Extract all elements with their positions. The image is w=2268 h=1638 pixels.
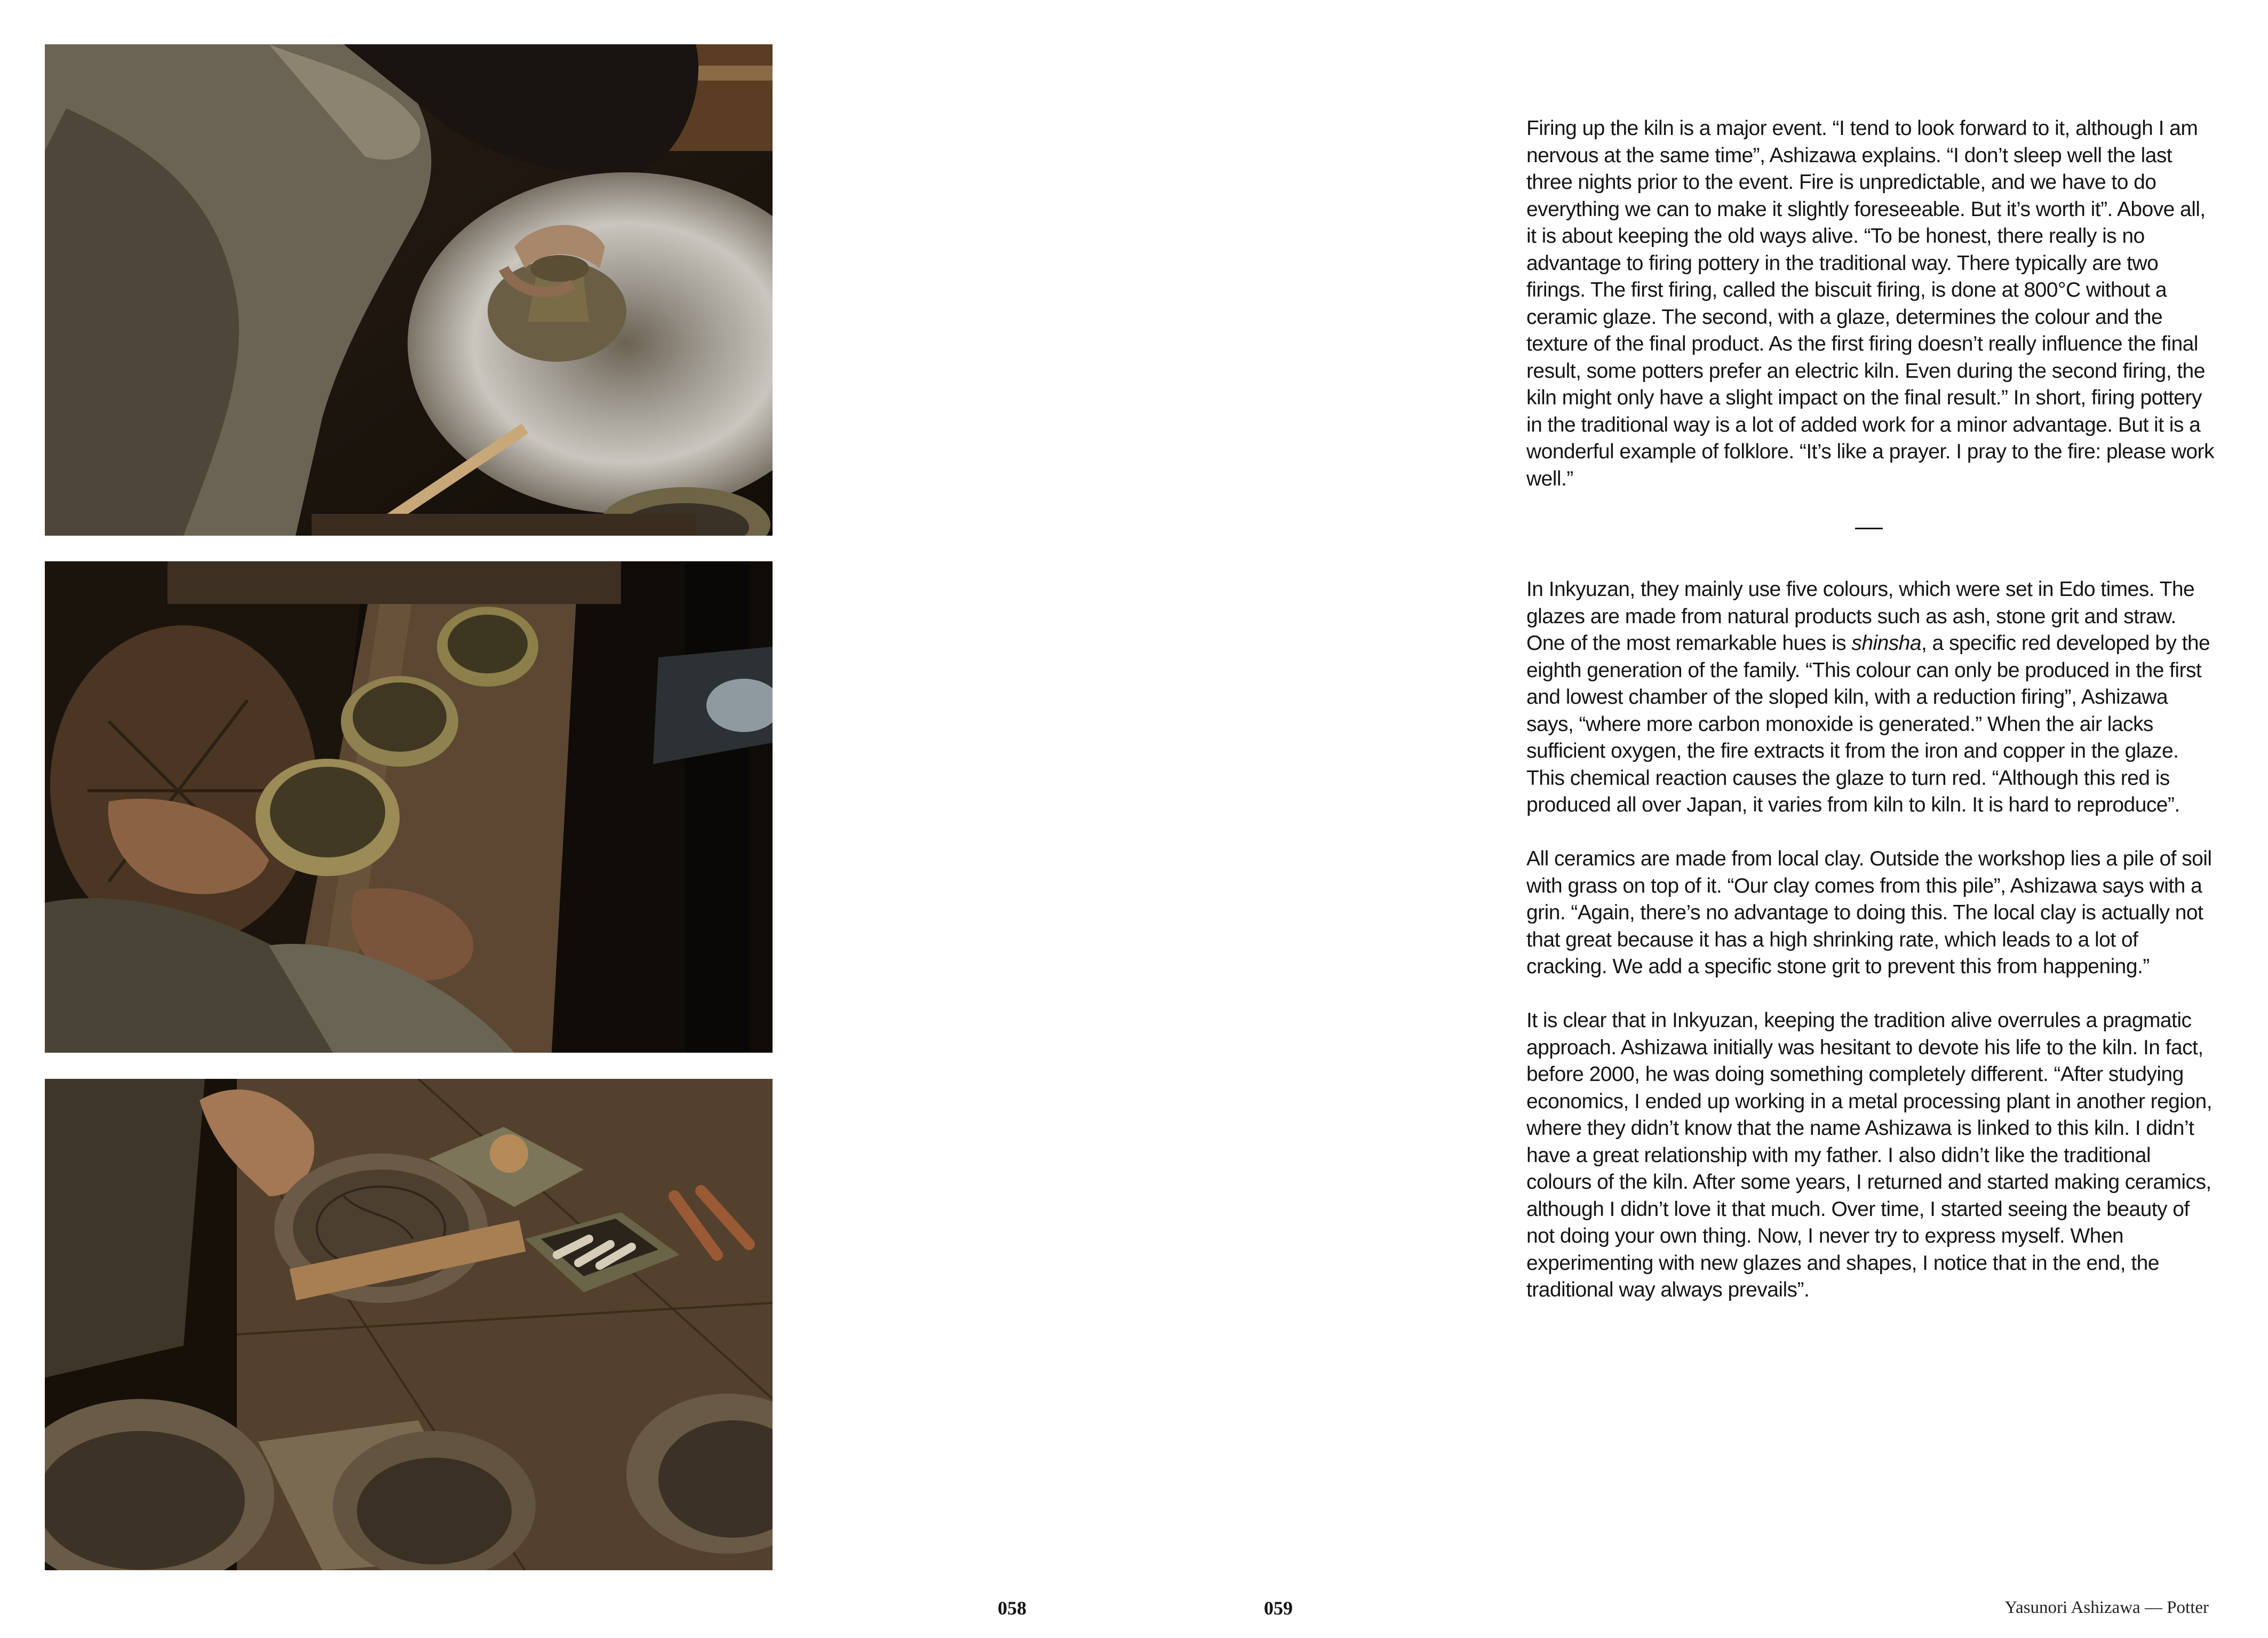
photo-potter-at-wheel <box>45 44 773 536</box>
running-footer: Yasunori Ashizawa — Potter <box>2004 1598 2209 1617</box>
section-divider <box>1855 528 1883 529</box>
paragraph-kiln-firing: Firing up the kiln is a major event. “I tend to look forward to it, although I am nervous at the same time”, Ashizawa explains. “I don’t sleep well the last three nights prior to the event. Fire is unpredictable, and we have to do everything we can to make it slightly foreseeable. But it’s worth it”. Above all, it is about keeping the old ways alive. “To be honest, there really is no advantage to firing pottery in the traditional way. There typically are two firings. The first firing, called the biscuit firing, is done at 800°C without a ceramic glaze. The second, with a glaze, determines the colour and the texture of the final product. As the first firing doesn’t really influence the final result, some potters prefer an electric kiln. Even during the second firing, the kiln might only have a slight impact on the final result.” In short, firing pottery in the traditional way is a lot of added work for a minor advantage. But it is a wonderful example of folklore. “It’s like a prayer. I pray to the fire: please work well.” <box>1526 117 2214 490</box>
page-number-left: 058 <box>998 1597 1026 1619</box>
paragraph-glaze-colours <box>1526 576 2220 819</box>
paragraph-local-clay: All ceramics are made from local clay. Outside the workshop lies a pile of soil with grass on top of it. “Our clay comes from this pile”, Ashizawa says with a grin. “Again, there’s no advantage to doing this. The local clay is actually not that great because it has a high shrinking rate, which leads to a lot of cracking. We add a specific stone grit to prevent this from happening.” <box>1526 847 2212 978</box>
photo-carved-plate-and-tools <box>45 1079 773 1570</box>
paragraph-text: In Inkyuzan, they mainly use five colours, which were set in Edo times. The glazes are made from natural products such as ash, stone grit and straw. One of the most remarkable hues is <box>1526 578 2195 655</box>
italic-term-shinsha: shinsha <box>1851 632 1921 655</box>
paragraph-text: , a specific red developed by the eighth generation of the family. “This colour can only be produced in the first and lowest chamber of the sloped kiln, with a reduction firing”, Ashizawa says, “where more carbon monoxide is generated.” When the air lacks sufficient oxygen, the fire extracts it from the iron and copper in the glaze. This chemical reaction causes the glaze to turn red. “Although this red is produced all over Japan, it varies from kiln to kiln. It is hard to reproduce”. <box>1526 632 2210 816</box>
paragraph-tradition: It is clear that in Inkyuzan, keeping the tradition alive overrules a pragmatic approach. Ashizawa initially was hesitant to devote his life to the kiln. In fact, before 2000, he was doing something completely different. “After studying economics, I ended up working in a metal processing plant in another region, where they didn’t know that the name Ashizawa is linked to this kiln. I didn’t have a great relationship with my father. I also didn’t like the traditional colours of the kiln. After some years, I returned and started making ceramics, although I didn’t love it that much. Over time, I started seeing the beauty of not doing your own thing. Now, I never try to express myself. When experimenting with new glazes and shapes, I notice that in the end, the traditional way always prevails”. <box>1526 1009 2212 1301</box>
right-page <box>1134 0 2268 1638</box>
photo-hands-holding-cups <box>45 561 773 1053</box>
article-body <box>1526 115 2220 1304</box>
page-number-right: 059 <box>1264 1597 1293 1619</box>
